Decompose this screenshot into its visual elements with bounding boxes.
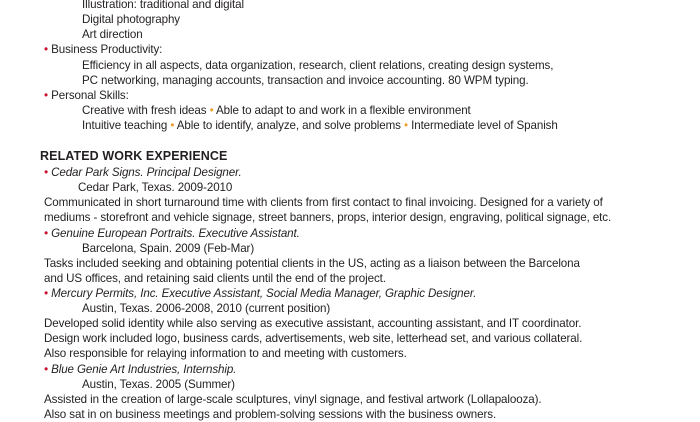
skill-line: Efficiency in all aspects, data organization, research, client relations, creating design systems, — [82, 59, 554, 72]
skill-line — [82, 118, 558, 133]
job-title: • Mercury Permits, Inc. Executive Assistant, Social Media Manager, Graphic Designer. — [44, 287, 477, 300]
skill-category — [44, 88, 129, 103]
skill-phrase: Able to identify, analyze, and solve problems — [176, 119, 401, 132]
bullet-icon: • — [44, 363, 48, 376]
skill-item: Digital photography — [82, 13, 181, 26]
skill-category-title: Personal Skills: — [51, 89, 129, 102]
job-description: Also sat in on business meetings and problem-solving sessions with the business owners. — [44, 408, 497, 421]
skill-item: Illustration: traditional and digital — [82, 0, 244, 11]
bullet-icon: • — [44, 89, 48, 102]
separator-icon: • — [170, 119, 175, 132]
skill-phrase: Creative with fresh ideas — [82, 104, 207, 117]
job-title: • Cedar Park Signs. Principal Designer. — [44, 166, 242, 179]
skill-category — [44, 42, 162, 57]
job-description: Communicated in short turnaround time with clients from first contact to final invoicing. Designed for a variety of — [44, 196, 603, 209]
job-description: mediums - storefront and vehicle signage, street banners, props, interior design, engraving, political signage, etc. — [44, 211, 612, 224]
job-description: Design work included logo, business cards, advertisements, web site, letterhead set, and various collateral. — [44, 332, 583, 345]
skill-line: PC networking, managing accounts, transaction and invoice accounting. 80 WPM typing. — [82, 74, 529, 87]
skill-category-title: Business Productivity: — [51, 43, 163, 56]
separator-icon: • — [404, 119, 408, 132]
job-description: Developed solid identity while also serving as executive assistant, accounting assistant, and IT coordinator. — [44, 317, 582, 330]
skill-phrase: Intuitive teaching — [82, 119, 168, 132]
bullet-icon: • — [44, 227, 48, 240]
job-title: • Genuine European Portraits. Executive Assistant. — [44, 227, 300, 240]
bullet-icon: • — [44, 43, 48, 56]
section-heading: RELATED WORK EXPERIENCE — [40, 149, 228, 163]
skill-phrase: Able to adapt to and work in a flexible environment — [216, 104, 471, 117]
job-description: and US offices, and retaining said clients until the end of the project. — [44, 272, 386, 285]
separator-icon: • — [209, 104, 214, 117]
job-location: Austin, Texas. 2006-2008, 2010 (current position) — [82, 302, 331, 315]
job-description: Also responsible for relaying information to and meeting with customers. — [44, 347, 407, 360]
skill-item: Art direction — [82, 28, 143, 41]
skill-line — [82, 103, 471, 118]
job-location: Cedar Park, Texas. 2009-2010 — [78, 181, 233, 194]
skill-phrase: Intermediate level of Spanish — [411, 119, 558, 132]
job-description: Tasks included seeking and obtaining potential clients in the US, acting as a liaison between the Barcelona — [44, 257, 580, 270]
job-description: Assisted in the creation of large-scale sculptures, vinyl signage, and festival artwork (Lollapalooza). — [44, 393, 542, 406]
bullet-icon: • — [44, 166, 48, 179]
bullet-icon: • — [44, 287, 48, 300]
job-location: Barcelona, Spain. 2009 (Feb-Mar) — [82, 242, 255, 255]
job-location: Austin, Texas. 2005 (Summer) — [82, 378, 235, 391]
job-title: • Blue Genie Art Industries, Internship. — [44, 363, 237, 376]
